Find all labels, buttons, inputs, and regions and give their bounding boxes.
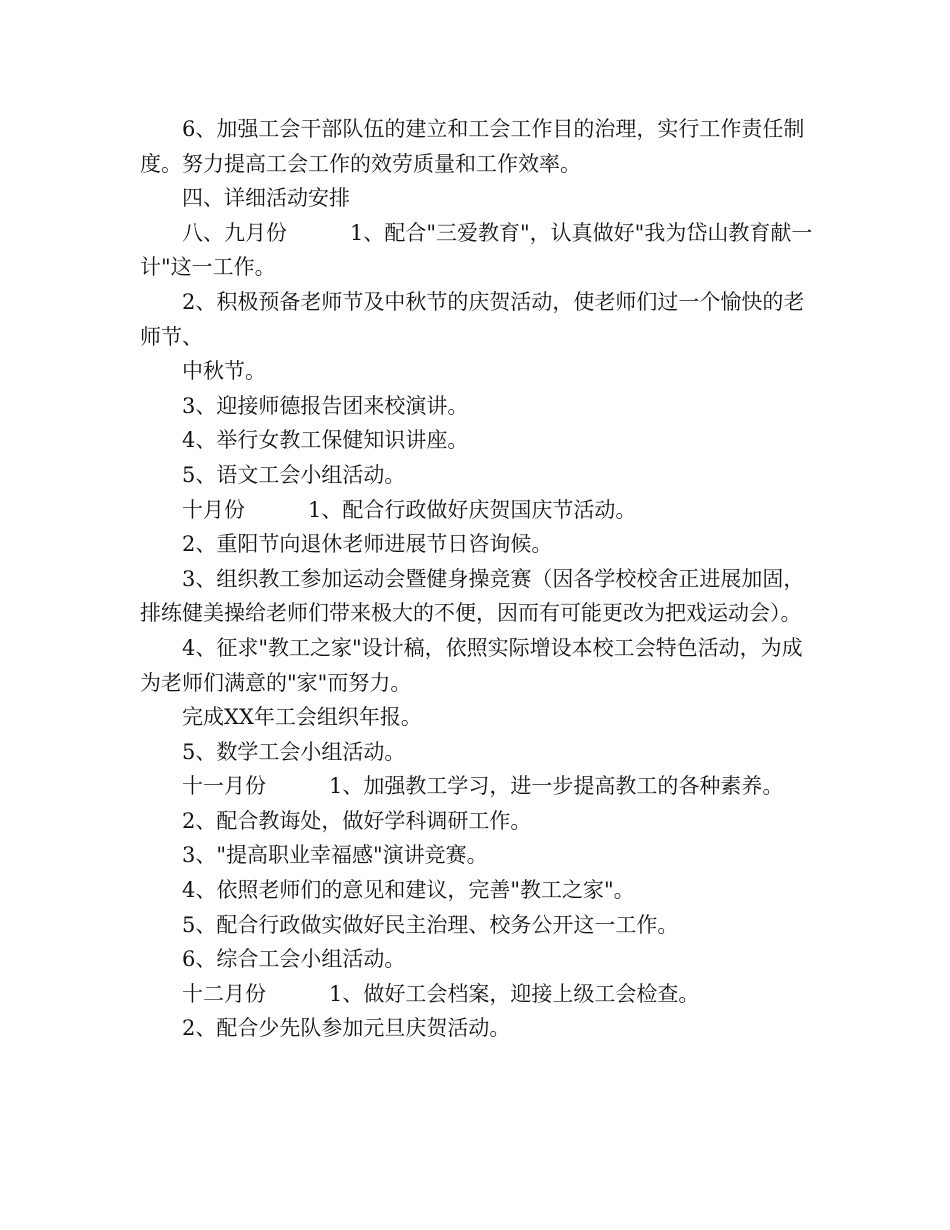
section-heading-activity-schedule: 四、详细活动安排 xyxy=(182,186,350,211)
paragraph-oct-item-2: 2、重阳节向退休老师进展节日咨询候。 xyxy=(182,532,553,557)
paragraph-nov-item-5: 5、配合行政做实做好民主治理、校务公开这一工作。 xyxy=(182,912,679,937)
paragraph-dec-item-1: 十二月份 1、做好工会档案，迎接上级工会检查。 xyxy=(182,981,700,1006)
paragraph-nov-item-4: 4、依照老师们的意见和建议，完善"教工之家"。 xyxy=(182,878,635,903)
paragraph-aug-sep-item-2-continued: 中秋节。 xyxy=(182,359,266,384)
paragraph-aug-sep-item-5: 5、语文工会小组活动。 xyxy=(182,462,406,487)
paragraph-aug-sep-item-1: 八、九月份 1、配合"三爱教育"，认真做好"我为岱山教育献一计"这一工作。 xyxy=(140,220,813,280)
document-body xyxy=(140,112,816,1046)
paragraph-aug-sep-item-4: 4、举行女教工保健知识讲座。 xyxy=(182,428,469,453)
paragraph-oct-item-3: 3、组织教工参加运动会暨健身操竞赛（因各学校校舍正进展加固，排练健美操给老师们带来极大的不便，因而有可能更改为把戏运动会）。 xyxy=(140,566,805,626)
paragraph-aug-sep-item-3: 3、迎接师德报告团来校演讲。 xyxy=(182,393,469,418)
paragraph-oct-item-4: 4、征求"教工之家"设计稿，依照实际增设本校工会特色活动，为成为老师们满意的"家"而努力。 xyxy=(140,635,803,695)
paragraph-oct-item-5: 5、数学工会小组活动。 xyxy=(182,739,406,764)
paragraph-oct-item-1: 十月份 1、配合行政做好庆贺国庆节活动。 xyxy=(182,497,637,522)
paragraph-nov-item-3: 3、"提高职业幸福感"演讲竞赛。 xyxy=(182,843,488,868)
paragraph-nov-item-6: 6、综合工会小组活动。 xyxy=(182,947,406,972)
paragraph-nov-item-2: 2、配合教诲处，做好学科调研工作。 xyxy=(182,808,532,833)
paragraph-oct-annual-report: 完成XX年工会组织年报。 xyxy=(182,705,422,730)
paragraph-nov-item-1: 十一月份 1、加强教工学习，进一步提高教工的各种素养。 xyxy=(182,774,784,799)
paragraph-aug-sep-item-2: 2、积极预备老师节及中秋节的庆贺活动，使老师们过一个愉快的老师节、 xyxy=(140,289,805,349)
paragraph-work-responsibility: 6、加强工会干部队伍的建立和工会工作目的治理，实行工作责任制度。努力提高工会工作的效劳质量和工作效率。 xyxy=(140,117,805,176)
paragraph-dec-item-2: 2、配合少先队参加元旦庆贺活动。 xyxy=(182,1016,511,1041)
